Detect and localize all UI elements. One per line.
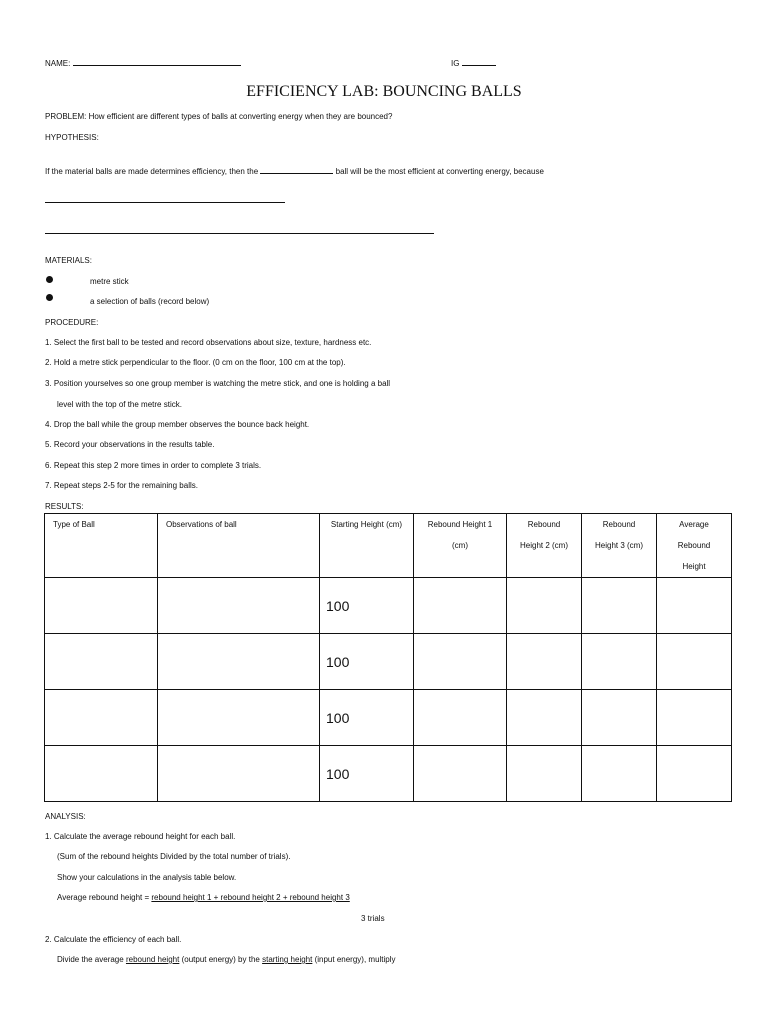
step2-text-c: (input energy), multiply xyxy=(314,955,396,964)
table-row xyxy=(45,634,732,690)
rebound-3-cell[interactable] xyxy=(582,746,657,802)
rebound-1-cell[interactable] xyxy=(414,690,507,746)
problem-text: PROBLEM: How efficient are different types of balls at converting energy when they are bounced? xyxy=(45,112,393,121)
table-header-row xyxy=(45,514,732,578)
observations-cell[interactable] xyxy=(158,746,320,802)
page-title: EFFICIENCY LAB: BOUNCING BALLS xyxy=(246,83,522,100)
starting-height-cell: 100 xyxy=(320,578,414,634)
column-header-rebound-3: Rebound Height 3 (cm) xyxy=(582,514,657,578)
step2-underline-rebound: rebound height xyxy=(125,955,180,964)
rebound-1-cell[interactable] xyxy=(414,746,507,802)
procedure-step: 4. Drop the ball while the group member observes the bounce back height. xyxy=(45,420,310,429)
bullet-icon xyxy=(46,294,53,301)
hypothesis-answer-line-2[interactable] xyxy=(45,233,434,234)
type-cell[interactable] xyxy=(45,746,158,802)
observations-cell[interactable] xyxy=(158,634,320,690)
hypothesis-heading: HYPOTHESIS: xyxy=(45,133,99,142)
procedure-step: 1. Select the first ball to be tested and record observations about size, texture, hardness etc. xyxy=(45,338,372,347)
material-item: a selection of balls (record below) xyxy=(90,297,210,306)
name-line xyxy=(45,56,241,68)
rebound-3-cell[interactable] xyxy=(582,634,657,690)
ig-line xyxy=(451,56,496,68)
ig-label: IG xyxy=(451,59,460,68)
procedure-step: level with the top of the metre stick. xyxy=(57,400,182,409)
column-header-rebound-2: Rebound Height 2 (cm) xyxy=(507,514,582,578)
name-field[interactable] xyxy=(73,56,241,66)
procedure-step: 6. Repeat this step 2 more times in order to complete 3 trials. xyxy=(45,461,262,470)
procedure-step: 3. Position yourselves so one group member is watching the metre stick, and one is holding a ball xyxy=(45,379,391,388)
starting-height-cell: 100 xyxy=(320,746,414,802)
hypothesis-text xyxy=(45,164,544,176)
formula-label: Average rebound height = xyxy=(57,893,150,902)
hypothesis-ball-field[interactable] xyxy=(260,164,333,174)
rebound-1-cell[interactable] xyxy=(414,634,507,690)
average-formula xyxy=(57,893,350,902)
material-item: metre stick xyxy=(90,277,129,286)
column-header-observations: Observations of ball xyxy=(158,514,320,578)
formula-numerator: rebound height 1 + rebound height 2 + rebound height 3 xyxy=(151,893,350,902)
rebound-1-cell[interactable] xyxy=(414,578,507,634)
formula-denominator: 3 trials xyxy=(361,914,385,923)
rebound-3-cell[interactable] xyxy=(582,690,657,746)
analysis-step-2: 2. Calculate the efficiency of each ball. xyxy=(45,935,182,944)
rebound-2-cell[interactable] xyxy=(507,578,582,634)
average-cell[interactable] xyxy=(657,578,732,634)
rebound-2-cell[interactable] xyxy=(507,634,582,690)
name-label: NAME: xyxy=(45,59,71,68)
rebound-2-cell[interactable] xyxy=(507,746,582,802)
table-row xyxy=(45,746,732,802)
table-row xyxy=(45,578,732,634)
column-header-rebound-1: Rebound Height 1 (cm) xyxy=(414,514,507,578)
ig-field[interactable] xyxy=(462,56,496,66)
type-cell[interactable] xyxy=(45,690,158,746)
hypothesis-text-after: ball will be the most efficient at converting energy, because xyxy=(335,167,544,176)
observations-cell[interactable] xyxy=(158,690,320,746)
materials-heading: MATERIALS: xyxy=(45,256,92,265)
procedure-step: 2. Hold a metre stick perpendicular to the floor. (0 cm on the floor, 100 cm at the top). xyxy=(45,358,346,367)
average-cell[interactable] xyxy=(657,746,732,802)
column-header-average: Average Rebound Height xyxy=(657,514,732,578)
analysis-step-2-text xyxy=(57,955,396,964)
rebound-2-cell[interactable] xyxy=(507,690,582,746)
results-heading: RESULTS: xyxy=(45,502,84,511)
procedure-step: 7. Repeat steps 2-5 for the remaining balls. xyxy=(45,481,198,490)
step2-text-b: (output energy) by the xyxy=(181,955,260,964)
observations-cell[interactable] xyxy=(158,578,320,634)
analysis-step-1-show: Show your calculations in the analysis table below. xyxy=(57,873,237,882)
analysis-heading: ANALYSIS: xyxy=(45,812,86,821)
starting-height-cell: 100 xyxy=(320,634,414,690)
bullet-icon xyxy=(46,276,53,283)
average-cell[interactable] xyxy=(657,634,732,690)
analysis-step-1-note: (Sum of the rebound heights Divided by the total number of trials). xyxy=(57,852,291,861)
average-cell[interactable] xyxy=(657,690,732,746)
step2-underline-starting: starting height xyxy=(262,955,313,964)
hypothesis-answer-line-1[interactable] xyxy=(45,202,285,203)
column-header-starting-height: Starting Height (cm) xyxy=(320,514,414,578)
procedure-step: 5. Record your observations in the results table. xyxy=(45,440,215,449)
hypothesis-text-before: If the material balls are made determines efficiency, then the xyxy=(45,167,259,176)
table-row xyxy=(45,690,732,746)
column-header-type: Type of Ball xyxy=(45,514,158,578)
type-cell[interactable] xyxy=(45,578,158,634)
results-table xyxy=(44,513,732,802)
starting-height-cell: 100 xyxy=(320,690,414,746)
procedure-heading: PROCEDURE: xyxy=(45,318,99,327)
step2-text-a: Divide the average xyxy=(57,955,124,964)
type-cell[interactable] xyxy=(45,634,158,690)
rebound-3-cell[interactable] xyxy=(582,578,657,634)
analysis-step-1: 1. Calculate the average rebound height for each ball. xyxy=(45,832,236,841)
